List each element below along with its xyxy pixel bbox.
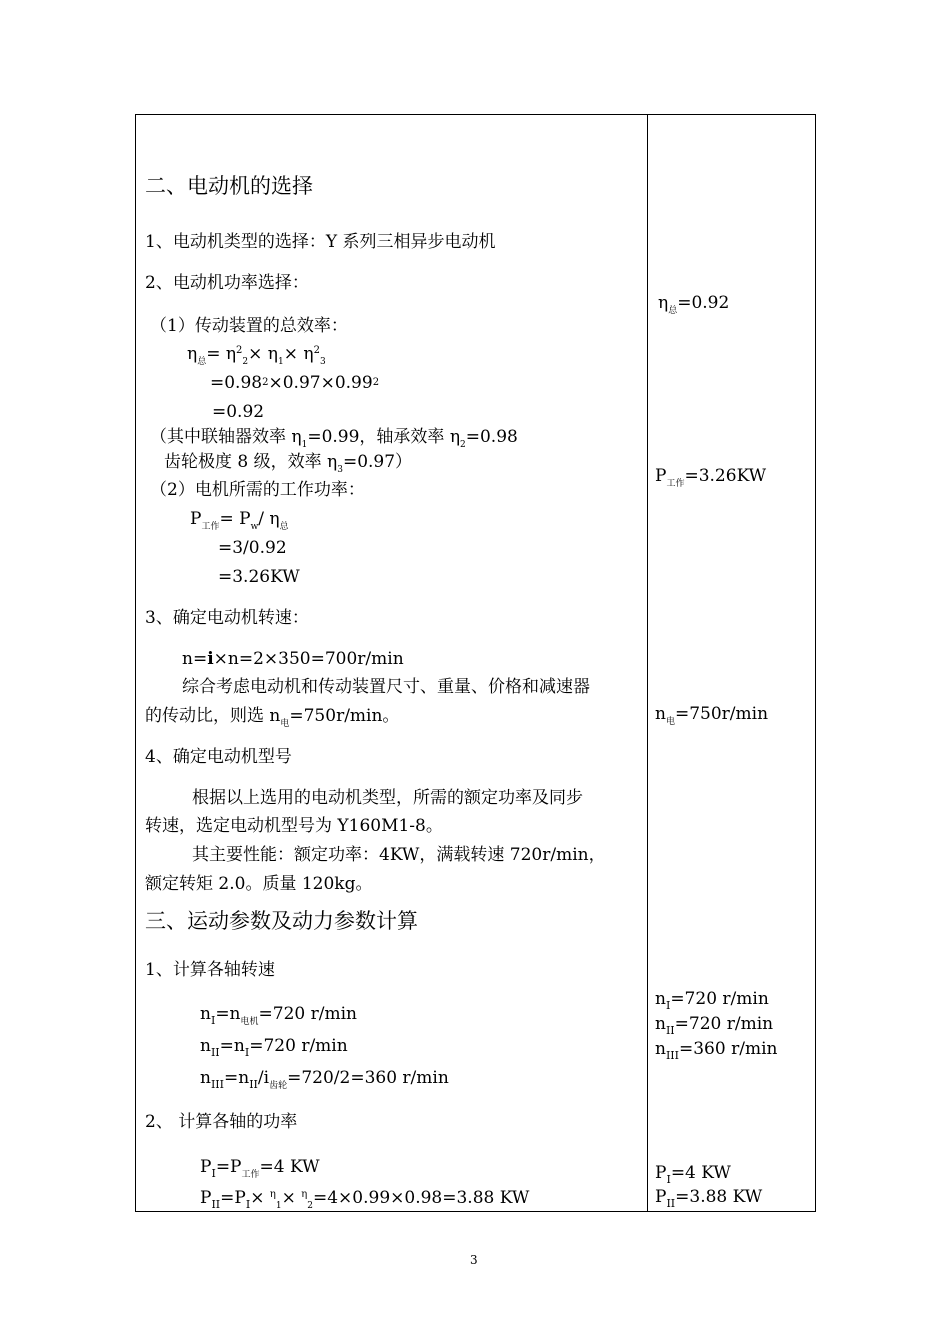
speed-paragraph-2: 的传动比，则选 $n_电=750r/\min$。 [145, 706, 400, 729]
speed-formula: n=i×n=2×350=700r/min [182, 649, 404, 669]
result-shaft-speed-III: $n_{III}=360$ r/min [655, 1039, 778, 1062]
column-divider [647, 114, 648, 1212]
work-power-calc-1: =3/0.92 [218, 538, 287, 558]
result-shaft-speed-II: $n_{II}=720$ r/min [655, 1014, 774, 1037]
work-power-label: （2）电机所需的工作功率： [150, 480, 365, 500]
result-shaft-power-I: $P_I=4$ KW [655, 1163, 731, 1186]
result-shaft-speed-I: $n_I=720$ r/min [655, 989, 769, 1012]
model-paragraph-2: 转速，选定电动机型号为 Y160M1-8。 [145, 816, 443, 836]
speed-paragraph-1: 综合考虑电动机和传动装置尺寸、重量、价格和减速器 [182, 677, 590, 697]
total-efficiency-label: （1）传动装置的总效率： [150, 316, 348, 336]
shaft-power-line: 2、 计算各轴的功率 [145, 1112, 298, 1132]
model-paragraph-4: 额定转矩 2.0。质量 120kg。 [145, 874, 373, 894]
model-paragraph-1: 根据以上选用的电动机类型，所需的额定功率及同步 [192, 788, 583, 808]
shaft-speed-I: $n_I=n_{电机}=720$ r/min [200, 1004, 357, 1027]
shaft-speed-II: $n_{II}=n_I=720$ r/min [200, 1036, 348, 1059]
motor-power-line: 2、电动机功率选择： [145, 273, 309, 293]
motor-speed-line: 3、确定电动机转速： [145, 608, 309, 628]
result-motor-speed: $n_电=750r/\min$ [655, 704, 769, 727]
efficiency-note-1: （其中联轴器效率 $\eta_1=0.99$，轴承效率 $\eta_2=0.98$ [150, 427, 518, 450]
section-3-title: 三、运动参数及动力参数计算 [145, 909, 418, 933]
section-2-title: 二、电动机的选择 [145, 174, 313, 198]
result-work-power: $P_{工作}=3.26KW$ [655, 466, 767, 489]
shaft-speed-line: 1、计算各轴转速 [145, 960, 275, 980]
model-paragraph-3: 其主要性能：额定功率：4KW，满载转速 720r/min， [192, 845, 606, 865]
motor-type-line: 1、电动机类型的选择：Y 系列三相异步电动机 [145, 232, 496, 252]
eta-total-formula: $\eta_总= \eta^2_2\times \eta_1\times \eta^2_3$ [187, 344, 326, 367]
efficiency-note-2: 齿轮极度 8 级，效率 $\eta_3=0.97$） [164, 452, 413, 475]
work-power-calc-2: =3.26KW [218, 567, 300, 587]
eta-calc-1: =0.982×0.97×0.992 [210, 373, 380, 393]
motor-model-line: 4、确定电动机型号 [145, 747, 292, 767]
eta-calc-2: =0.92 [212, 402, 265, 422]
result-shaft-power-II: $P_{II}=3.88$ KW [655, 1187, 763, 1210]
page-number: 3 [470, 1253, 478, 1267]
shaft-power-I: $P_I=P_{工作}=4$ KW [200, 1157, 320, 1180]
result-eta-total: $\eta_总=0.92$ [658, 293, 730, 316]
work-power-formula: $P_{工作}= P_w/$ $\eta_总$ [190, 509, 289, 532]
shaft-power-II: $P_{II}=P_I\times ^\eta_1\times ^\eta_2=4\times 0.99\times 0.98=3.88$ KW [200, 1188, 530, 1211]
shaft-speed-III: $n_{III}=n_{II}/i_{齿轮}=720/2=360$ r/min [200, 1068, 449, 1091]
